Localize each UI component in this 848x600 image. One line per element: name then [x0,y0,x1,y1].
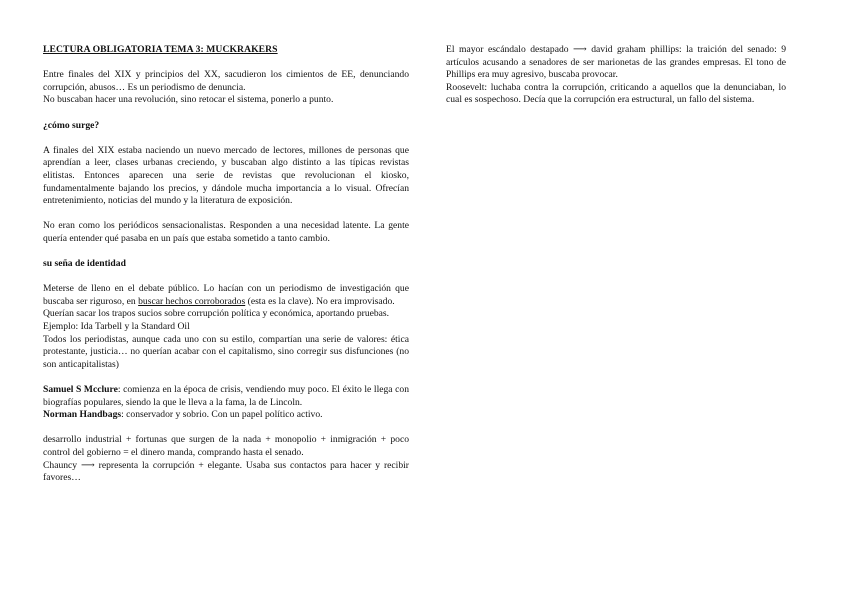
left-column [43,44,409,485]
right-paragraph-2: Roosevelt: luchaba contra la corrupción, criticando a aquellos que la denunciaban, lo cual es sospechoso. Decía que la corrupción era estructural, un fallo del sistema. [446,81,786,106]
identity-paragraph-3: Ejemplo: Ida Tarbell y la Standard Oil [43,321,190,333]
right-paragraph-1: El mayor escándalo destapado ⟶ david graham phillips: la traición del senado: 9 artículos acusando a senadores de ser marionetas de las grandes empresas. El tono de Phillips era muy agresivo, buscaba provocar. [446,44,786,81]
person-text-handbags: : conservador y sobrio. Con un papel político activo. [121,409,323,421]
identity-paragraph-4: Todos los periodistas, aunque cada uno con su estilo, compartían una serie de valores: ética protestante, justicia… no querían acabar con el capitalismo, sino corregir sus disfunciones (no son anticapitalistas) [43,333,409,370]
person-handbags [43,409,409,422]
notes-line-2: Chauncy ⟶ representa la corrupción + elegante. Usaba sus contactos para hacer y recibir favores… [43,459,409,484]
identity-paragraph-2: Querían sacar los trapos sucios sobre corrupción política y económica, aportando pruebas. [43,308,390,320]
right-column [446,44,786,107]
page-title: LECTURA OBLIGATORIA TEMA 3: MUCKRAKERS [43,44,278,55]
origin-paragraph-2: No eran como los periódicos sensacionalistas. Responden a una necesidad latente. La gente quería entender qué pasaba en un país que estaba sometido a tanto cambio. [43,220,409,244]
person-name-mcclure: Samuel S Mcclure [43,384,118,396]
intro-paragraph-2: No buscaban hacer una revolución, sino retocar el sistema, ponerlo a punto. [43,94,334,106]
notes-line-1: desarrollo industrial + fortunas que surgen de la nada + monopolio + inmigración + poco control del gobierno = el dinero manda, comprando hasta el senado. [43,434,409,458]
origin-paragraph-1: A finales del XIX estaba naciendo un nuevo mercado de lectores, millones de personas que aprendían a leer, clases urbanas creciendo, y buscaban algo distinto a las típicas revistas elitistas. Entonces aparecen una serie de revistas que revolucionan el kiosko, fundamentalmente bajando los precios, y dándole mucha importancia a lo visual. Ofrecían entretenimiento, noticias del mundo y la literatura de exposición. [43,144,409,207]
section-heading-identity: su seña de identidad [43,258,126,270]
identity-text-b: (esta es la clave). No era improvisado. [247,295,395,307]
person-mcclure [43,384,409,409]
person-name-handbags: Norman Handbags [43,409,122,421]
intro-paragraph-1: Entre finales del XIX y principios del XX, sacudieron los cimientos de EE, denunciando corrupción, abusos… Es un periodismo de denuncia. [43,69,409,93]
identity-paragraph-1 [43,283,409,308]
underlined-key-phrase: buscar hechos corroborados [138,295,246,307]
identity-text-a: Meterse de lleno en el debate público. Lo hacían con un periodismo de investigación que buscaba ser riguroso, en [43,283,409,307]
person-text-mcclure: : comienza en la época de crisis, vendiendo muy poco. El éxito le llega con biografías populares, siendo la que le lleva a la fama, la de Lincoln. [43,384,410,408]
section-heading-origin: ¿cómo surge? [43,119,100,131]
